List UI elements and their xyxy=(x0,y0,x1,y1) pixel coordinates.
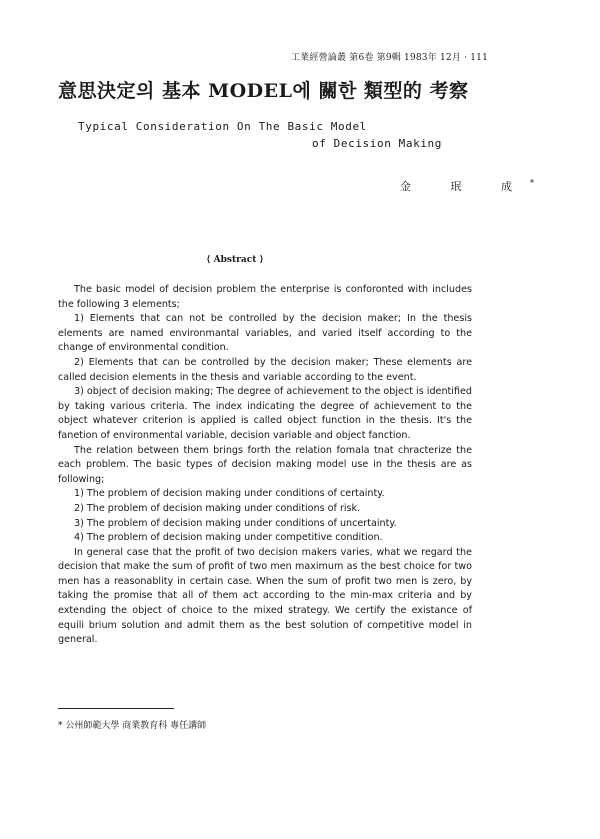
abstract-paragraph: 2) Elements that can be controlled by the decision maker; These elements are called decision elements in the thesis and variable according to the event. xyxy=(58,356,472,383)
model-type-item: 3) The problem of decision making under conditions of uncertainty. xyxy=(74,517,397,529)
abstract-heading: ⟨ Abstract ⟩ xyxy=(206,255,264,265)
model-type-item: 4) The problem of decision making under competitive condition. xyxy=(74,532,383,544)
running-head: 工業經營論叢 第6卷 第9輯 1983年 12月 · 111 xyxy=(290,53,488,63)
abstract-body xyxy=(58,283,472,648)
author-line xyxy=(400,178,534,194)
paper-title: 意思決定의 基本 MODEL에 關한 類型的 考察 xyxy=(58,80,469,102)
abstract-paragraph: The relation between them brings forth the relation fomala tnat chracterize the each problem. The basic types of decision making model use in the thesis are as following; xyxy=(58,444,472,485)
abstract-paragraph: 3) object of decision making; The degree of achievement to the object is identified by taking various criteria. The index indicating the degree of achievement to the object whatever criterion is applied is called object function in the thesis. It's the fanetion of environmental variable, decision variable and object fanction. xyxy=(58,386,472,441)
abstract-paragraph: In general case that the profit of two decision makers varies, what we regard the decision that make the sum of profit of two men maximum as the best choice for two men has a reasonablity in certain case. When the sum of profit two men is zero, by taking the promise that all of them act according to the min-max criteria and by extending the object of choice to the mixed strategy. We certify the existance of equili brium solution and admit them as the best solution of competitive model in general. xyxy=(58,546,472,646)
english-title xyxy=(78,118,498,152)
english-title-line1: Typical Consideration On The Basic Model xyxy=(78,120,367,133)
model-type-item: 2) The problem of decision making under conditions of risk. xyxy=(74,502,361,514)
model-type-item: 1) The problem of decision making under conditions of certainty. xyxy=(74,488,385,500)
author-footnote-mark: * xyxy=(530,178,534,188)
author-name: 金 珉 成 xyxy=(400,180,530,193)
author-footnote: * 公州師範大學 商業教育科 專任講師 xyxy=(58,721,207,731)
english-title-line2: of Decision Making xyxy=(312,137,443,150)
abstract-paragraph: The basic model of decision problem the enterprise is conforonted with includes the following 3 elements; xyxy=(58,284,472,310)
abstract-paragraph: 1) Elements that can not be controlled by the decision maker; In the thesis elements are named environmantal variables, and varied itself according to the change of environmental condition. xyxy=(58,313,472,354)
footnote-divider xyxy=(58,708,174,709)
